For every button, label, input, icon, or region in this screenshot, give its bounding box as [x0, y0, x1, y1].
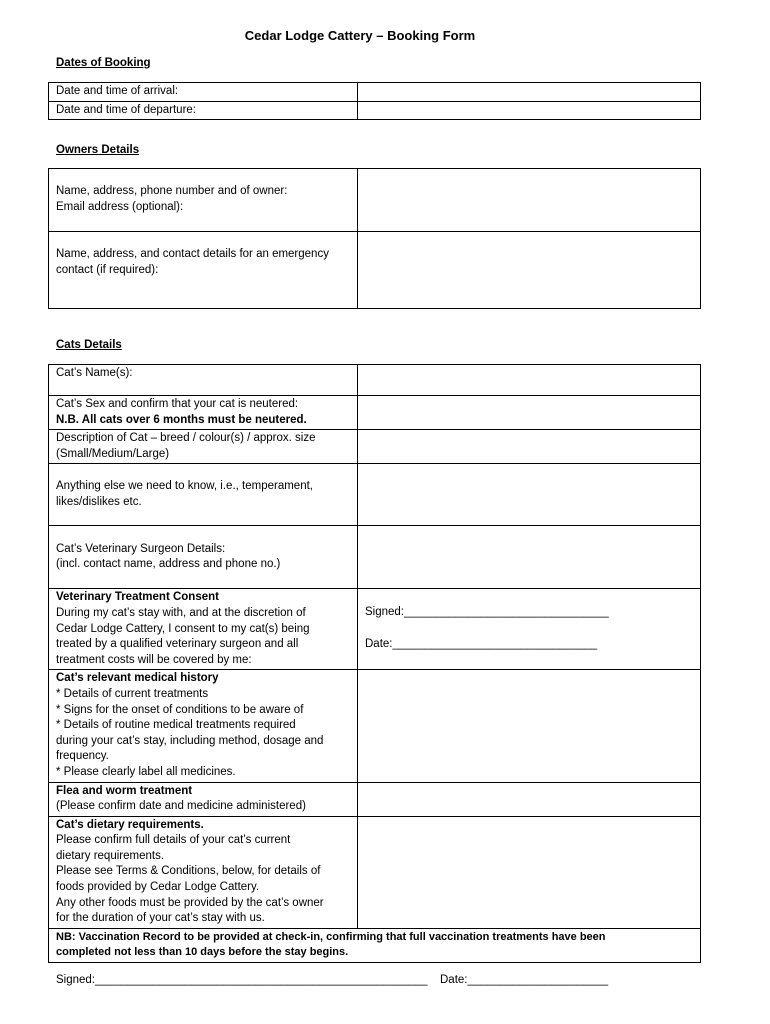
diet-line-2: dietary requirements. — [56, 849, 165, 862]
medical-line-5: frequency. — [56, 750, 109, 763]
medical-line-6: * Please clearly label all medicines. — [56, 765, 236, 778]
vet-surgeon-label — [49, 526, 358, 589]
cat-names-input[interactable] — [358, 365, 701, 396]
consent-signed-field[interactable]: Signed:________________________________ — [365, 606, 609, 619]
emergency-contact-input[interactable] — [358, 232, 701, 309]
diet-line-3: Please see Terms & Conditions, below, for details of — [56, 865, 321, 878]
footer-date-field[interactable]: Date:______________________ — [440, 974, 609, 986]
cat-description-input[interactable] — [358, 430, 701, 464]
owner-details-input[interactable] — [358, 169, 701, 232]
cat-description-label — [49, 430, 358, 464]
cats-table — [48, 364, 701, 963]
diet-line-4: foods provided by Cedar Lodge Cattery. — [56, 881, 260, 894]
flea-worm-label — [49, 782, 358, 816]
medical-line-4: during your cat’s stay, including method, dosage and — [56, 734, 324, 747]
arrival-input[interactable] — [358, 83, 701, 102]
arrival-label: Date and time of arrival: — [49, 83, 358, 102]
dates-table — [48, 82, 701, 120]
anything-else-input[interactable] — [358, 464, 701, 526]
cat-sex-label — [49, 396, 358, 430]
vet-line-2: (incl. contact name, address and phone no.) — [56, 558, 281, 571]
flea-worm-input[interactable] — [358, 782, 701, 816]
diet-line-5: Any other foods must be provided by the cat’s owner — [56, 896, 324, 909]
consent-line-1: During my cat’s stay with, and at the discretion of — [56, 606, 306, 619]
else-line-2: likes/dislikes etc. — [56, 495, 142, 508]
cat-desc-line-1: Description of Cat – breed / colour(s) / approx. size — [56, 432, 316, 445]
diet-line-6: for the duration of your cat’s stay with us. — [56, 912, 265, 925]
dates-heading: Dates of Booking — [56, 57, 151, 69]
medical-title: Cat’s relevant medical history — [56, 672, 219, 685]
diet-title: Cat’s dietary requirements. — [56, 818, 204, 831]
medical-history-label — [49, 670, 358, 782]
anything-else-label — [49, 464, 358, 526]
departure-label: Date and time of departure: — [49, 101, 358, 120]
else-line-1: Anything else we need to know, i.e., temperament, — [56, 480, 313, 493]
owners-heading: Owners Details — [56, 144, 140, 156]
flea-line: (Please confirm date and medicine administered) — [56, 800, 306, 813]
medical-line-3: * Details of routine medical treatments required — [56, 719, 296, 732]
medical-line-2: * Signs for the onset of conditions to be aware of — [56, 703, 304, 716]
consent-line-2: Cedar Lodge Cattery, I consent to my cat(s) being — [56, 622, 310, 635]
medical-history-input[interactable] — [358, 670, 701, 782]
cat-sex-line-2: N.B. All cats over 6 months must be neutered. — [56, 413, 307, 426]
consent-title: Veterinary Treatment Consent — [56, 591, 219, 604]
emergency-contact-label — [49, 232, 358, 309]
consent-date-field[interactable]: Date:________________________________ — [365, 637, 598, 650]
consent-line-4: treatment costs will be covered by me: — [56, 653, 252, 666]
form-title: Cedar Lodge Cattery – Booking Form — [244, 28, 476, 43]
cat-sex-line-1: Cat’s Sex and confirm that your cat is neutered: — [56, 398, 299, 410]
dietary-input[interactable] — [358, 816, 701, 928]
diet-line-1: Please confirm full details of your cat’s current — [56, 834, 291, 847]
footer-signed-field[interactable]: Signed:____________________________________________________ — [56, 974, 428, 986]
dietary-label — [49, 816, 358, 928]
cats-heading: Cats Details — [56, 339, 122, 351]
emergency-line-1: Name, address, and contact details for an emergency — [56, 248, 329, 260]
medical-line-1: * Details of current treatments — [56, 687, 209, 700]
vet-surgeon-input[interactable] — [358, 526, 701, 589]
consent-line-3: treated by a qualified veterinary surgeon and all — [56, 638, 299, 651]
cat-names-label: Cat’s Name(s): — [49, 365, 358, 396]
nb-line-2: completed not less than 10 days before the stay begins. — [56, 946, 349, 959]
emergency-line-2: contact (if required): — [56, 263, 159, 276]
owners-table — [48, 168, 701, 309]
vaccination-note — [49, 928, 701, 962]
vet-line-1: Cat’s Veterinary Surgeon Details: — [56, 542, 226, 555]
vet-consent-signature-cell — [358, 589, 701, 670]
flea-title: Flea and worm treatment — [56, 784, 193, 797]
owner-details-label — [49, 169, 358, 232]
vet-consent-label — [49, 589, 358, 670]
cat-desc-line-2: (Small/Medium/Large) — [56, 447, 170, 460]
owner-line-2: Email address (optional): — [56, 201, 184, 213]
nb-line-1: NB: Vaccination Record to be provided at check-in, confirming that full vaccination treatments have been — [56, 930, 606, 943]
owner-line-1: Name, address, phone number and of owner: — [56, 185, 288, 198]
cat-sex-input[interactable] — [358, 396, 701, 430]
departure-input[interactable] — [358, 101, 701, 120]
